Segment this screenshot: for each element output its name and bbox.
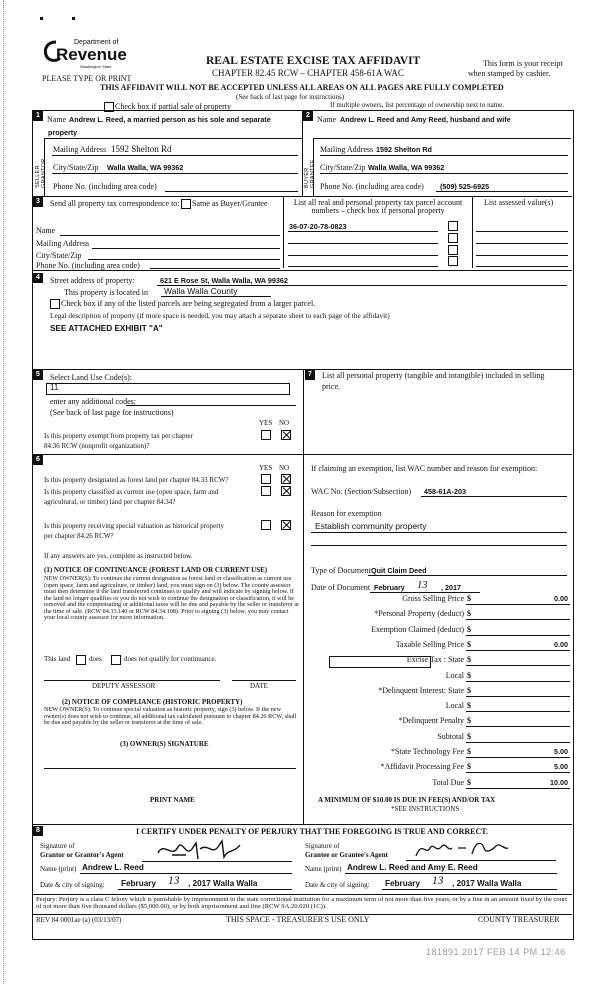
grantee-date-rest: , 2017 Walla Walla — [452, 879, 522, 888]
county-treasurer: COUNTY TREASURER — [478, 915, 560, 924]
fee-currency: $ — [467, 640, 471, 649]
buyer-row-rule — [313, 138, 571, 139]
section-1-bottom — [32, 196, 572, 197]
s5-yes-header: YES — [259, 419, 273, 427]
grantee-sig-label-1: Signature of — [305, 842, 340, 850]
fee-line — [466, 681, 570, 682]
seller-name: Andrew L. Reed, a married person as his sole and separate — [69, 115, 271, 124]
seller-mailing-label: Mailing Address — [53, 145, 107, 154]
fee-label: *Personal Property (deduct) — [374, 609, 464, 618]
doc-type-line — [368, 575, 567, 576]
land-use-code: 11 — [50, 383, 59, 392]
doc-date-label: Date of Document — [311, 583, 371, 592]
section-3-number: 3 — [33, 197, 43, 207]
section-7-mid — [303, 454, 572, 455]
parcel-line-3 — [288, 255, 438, 256]
fee-label: Taxable Selling Price — [395, 640, 464, 649]
street-label: Street address of property: — [50, 276, 135, 285]
legal-description: SEE ATTACHED EXHIBIT "A" — [50, 324, 163, 333]
parcel-header — [286, 199, 470, 216]
section-3-bottom — [32, 270, 572, 271]
grantor-date-line — [118, 889, 292, 890]
legal-label: Legal description of property (if more space is needed, you may attach a separate sheet to each page of the affidavit) — [50, 311, 390, 320]
assessed-header: List assessed value(s) — [484, 198, 554, 207]
fee-line — [466, 711, 570, 712]
doc-date-line — [370, 592, 480, 593]
section-2-number: 2 — [303, 111, 313, 121]
historic-question-2: per chapter 84.26 RCW? — [44, 532, 114, 540]
if-yes-note: If any answers are yes, complete as instructed below. — [44, 552, 193, 560]
fee-currency: $ — [467, 671, 471, 680]
fee-value: 5.00 — [554, 747, 568, 756]
s6-yes-header: YES — [259, 464, 273, 472]
fee-line — [466, 788, 570, 789]
reason-line-2 — [311, 545, 567, 546]
fee-currency: $ — [467, 716, 471, 725]
receipt-note-2: when stamped by cashier. — [468, 69, 551, 78]
fee-line — [466, 726, 570, 727]
does-not-qualify-checkbox[interactable] — [111, 655, 121, 665]
grantor-name: Andrew L. Reed — [82, 863, 144, 872]
divider-1-2 — [302, 110, 303, 196]
this-land-label: This land — [44, 655, 71, 663]
does-not-label: does not qualify for continuance. — [124, 655, 217, 663]
receipt-note-1: This form is your receipt — [483, 59, 563, 68]
assessed-line-3 — [476, 255, 568, 256]
dept-name: Revenue — [56, 45, 127, 64]
fee-currency: $ — [467, 609, 471, 618]
section-1-number: 1 — [33, 111, 43, 121]
fee-line — [466, 619, 570, 620]
seller-mailing-line — [52, 155, 298, 156]
historic-yes-checkbox[interactable] — [261, 520, 271, 530]
parcel-header-2: numbers – check box if personal property — [311, 206, 445, 216]
buyer-mailing-line — [320, 155, 568, 156]
fee-currency: $ — [467, 686, 471, 695]
assessed-line-4 — [476, 266, 568, 267]
warning-line: THIS AFFIDAVIT WILL NOT BE ACCEPTED UNLESS ALL AREAS ON ALL PAGES ARE FULLY COMPLETED — [100, 83, 504, 92]
deputy-assessor-label: DEPUTY ASSESSOR — [92, 682, 156, 690]
current-use-yes-checkbox[interactable] — [261, 486, 271, 496]
land-use-see-back: (See back of last page for instructions) — [50, 408, 174, 417]
fee-value: 10.00 — [550, 778, 568, 787]
exempt-question-1: Is this property exempt from property tax per chapter — [44, 432, 193, 440]
grantee-date-label: Date & city of signing: — [305, 881, 370, 889]
seller-name-continued: property — [48, 128, 78, 137]
correspondence-name-line — [60, 235, 280, 236]
fee-line — [466, 772, 570, 773]
buyer-phone: (509) 525-6925 — [440, 182, 490, 191]
buyer-mailing: 1592 Shelton Rd — [376, 145, 432, 154]
wac-line — [421, 496, 567, 497]
assessed-divider — [472, 196, 473, 268]
deputy-date-line — [232, 680, 296, 681]
doc-date-day: 13 — [417, 580, 428, 591]
exempt-yes-checkbox[interactable] — [261, 430, 271, 440]
correspondence-city-label: City/State/Zip — [36, 251, 82, 260]
grantor-date-label: Date & city of signing: — [40, 881, 105, 889]
doc-date-month: February — [374, 583, 405, 592]
forest-yes-checkbox[interactable] — [261, 474, 271, 484]
seller-side-rule — [44, 138, 45, 196]
rev-number: REV 84 0001ae (a) (03/13/07) — [36, 916, 122, 924]
same-as-buyer-checkbox[interactable] — [181, 199, 191, 209]
section-5-7-divider — [303, 369, 304, 824]
forest-question: Is this property designated as forest land per chapter 84.33 RCW? — [44, 476, 229, 484]
exempt-no-checkbox[interactable] — [281, 430, 291, 440]
fee-label: *Affidavit Processing Fee — [380, 762, 464, 771]
doc-type-value: Quit Claim Deed — [371, 566, 427, 575]
parcel-personal-checkbox-4[interactable] — [448, 256, 458, 266]
reason-value: Establish community property — [315, 521, 427, 531]
partial-sale-label: Check box if partial sale of property — [115, 102, 231, 111]
grantee-sig-label-2: Grantee or Grantee's Agent — [305, 851, 388, 859]
parcel-personal-checkbox-2[interactable] — [448, 233, 458, 243]
owner-signature-title: (3) OWNER(S) SIGNATURE — [120, 740, 209, 748]
seller-side-label: SELLER GRANTOR — [35, 158, 47, 188]
located-line — [161, 296, 271, 297]
fee-label: Gross Selling Price — [402, 594, 464, 603]
grantor-sig-label-1: Signature of — [40, 842, 75, 850]
correspondence-mailing-label: Mailing Address — [36, 239, 90, 248]
fee-currency: $ — [467, 762, 471, 771]
fee-label: Local — [445, 671, 464, 680]
current-use-no-checkbox[interactable] — [281, 486, 291, 496]
please-type: PLEASE TYPE OR PRINT — [42, 74, 132, 83]
wac-label: WAC No. (Section/Subsection) — [311, 487, 412, 496]
grantee-sig-line — [406, 860, 556, 861]
print-name-label: PRINT NAME — [150, 796, 195, 804]
fee-value: 0.00 — [554, 594, 568, 603]
grantor-date-month: February — [121, 879, 157, 888]
parcel-header-1: List all real and personal property tax parcel account — [293, 198, 463, 207]
buyer-mailing-label: Mailing Address — [320, 145, 374, 154]
fee-currency: $ — [467, 747, 471, 756]
does-qualify-checkbox[interactable] — [76, 655, 86, 665]
buyer-phone-line — [436, 191, 568, 192]
forest-no-checkbox[interactable] — [281, 474, 291, 484]
treasurer-use-only: THIS SPACE - TREASURER'S USE ONLY — [226, 915, 370, 924]
buyer-city: Walla Walla, WA 99362 — [368, 163, 445, 172]
section-5-bottom — [32, 454, 303, 455]
notice-continuance-body: NEW OWNER(S): To continue the current designation as forest land or classification as current use (open space, farm and agriculture, or timber) land, you must sign on (3) below. The county assessor must then determine if the land transferred continues to qualify and will indicate by signing below. If the land no longer qualifies or you do not wish to continue the designation or classification, it will be removed and the compensating or additional taxes will be due and payable by the seller or transferor at the time of sale. (RCW 84.33.140 or RCW 84.34.108). Prior to signing (3) below, you may contact your local county assessor for more information. — [44, 575, 299, 621]
punch-mark — [72, 17, 75, 20]
assessed-line-2 — [476, 243, 568, 244]
fee-currency: $ — [467, 778, 471, 787]
seller-mailing: 1592 Shelton Rd — [111, 144, 172, 154]
located-label: This property is located in — [64, 288, 148, 297]
form-subtitle: CHAPTER 82.45 RCW – CHAPTER 458-61A WAC — [212, 68, 404, 78]
s5-no-header: NO — [279, 419, 290, 427]
s6-no-header: NO — [279, 464, 290, 472]
personal-property-label-2: price. — [322, 382, 340, 391]
buyer-name-label: Name — [317, 115, 337, 124]
fee-line — [466, 742, 570, 743]
notice-compliance-body: NEW OWNER(S): To continue special valuation as historic property, sign (3) below. If the new owner(s) does not wish to continue, all additional tax calculated pursuant to chapter 84.26 RCW, shall be due and payable by the seller or transferor at the time of sale. — [44, 706, 297, 726]
current-use-question-2: agricultural, or timber) land per chapter 84.34? — [44, 498, 176, 506]
grantee-date-day: 13 — [432, 875, 444, 887]
fee-line — [466, 665, 570, 666]
notice-compliance-title: (2) NOTICE OF COMPLIANCE (HISTORIC PROPERTY) — [62, 698, 243, 706]
grantee-name: Andrew L. Reed and Amy E. Reed — [347, 863, 478, 872]
grantor-sig-label-2: Grantor or Grantor's Agent — [40, 851, 124, 859]
grantee-date-line — [382, 889, 557, 890]
parcel-1: 36-07-20-78-0823 — [289, 222, 347, 231]
historic-question-1: Is this property receiving special valuation as historical property — [44, 522, 225, 530]
street-address: 621 E Rose St, Walla Walla, WA 99362 — [160, 276, 288, 285]
section-8-bottom — [32, 894, 572, 895]
parcel-personal-checkbox-1[interactable] — [448, 221, 458, 231]
grantor-date-day: 13 — [168, 875, 180, 887]
correspondence-phone-line — [150, 268, 280, 269]
certify-statement: I CERTIFY UNDER PENALTY OF PERJURY THAT THE FOREGOING IS TRUE AND CORRECT. — [136, 827, 489, 836]
fee-label: Excise Tax : State — [406, 655, 464, 664]
land-use-label: Select Land Use Code(s): — [50, 373, 132, 382]
fee-line — [466, 604, 570, 605]
fee-currency: $ — [467, 732, 471, 741]
seller-city-line — [52, 173, 298, 174]
perjury-statement: Perjury: Perjury is a class C felony which is punishable by imprisonment in the state correctional institution for a maximum term of not more than five years, or by a fine in an amount fixed by the court of not more than five thousand dollars ($5,000.00), or by both imprisonment and fine (RCW 9A.20.020 (1C)). — [36, 896, 568, 910]
doc-type-label: Type of Document — [311, 566, 371, 575]
parcel-line-4 — [288, 266, 438, 267]
fee-label: *State Technology Fee — [390, 747, 464, 756]
send-correspondence-label: Send all property tax correspondence to: — [50, 199, 180, 208]
personal-property-label-1: List all personal property (tangible and intangible) included in selling — [322, 371, 545, 380]
grantor-name-label: Name (print) — [40, 865, 77, 873]
assessed-line-1 — [476, 231, 568, 232]
fee-currency: $ — [467, 701, 471, 710]
grantee-date-month: February — [385, 879, 421, 888]
buyer-phone-label: Phone No. (including area code) — [320, 182, 424, 191]
fee-currency: $ — [467, 655, 471, 664]
form-title: REAL ESTATE EXCISE TAX AFFIDAVIT — [206, 55, 421, 67]
parcel-line-1 — [288, 231, 438, 232]
seller-phone-line — [165, 191, 298, 192]
see-back-note: (See back of last page for instructions) — [236, 93, 345, 101]
buyer-city-label: City/State/Zip — [320, 163, 366, 172]
fee-value: 0.00 — [554, 640, 568, 649]
segregated-checkbox[interactable] — [50, 299, 60, 309]
grantor-sig-line — [142, 861, 292, 862]
section-5-number: 5 — [33, 370, 43, 380]
section-4-bottom — [32, 369, 572, 370]
grantor-signature — [152, 835, 252, 863]
grantee-name-line — [345, 873, 557, 874]
grantee-name-label: Name (print) — [305, 865, 342, 873]
see-instructions-note: *SEE INSTRUCTIONS — [391, 805, 460, 813]
segregated-label: Check box if any of the listed parcels are being segregated from a larger parcel. — [61, 299, 316, 308]
fee-line — [466, 757, 570, 758]
buyer-name: Andrew L. Reed and Amy Reed, husband and wife — [340, 115, 511, 124]
owner-signature-line — [44, 768, 296, 769]
same-as-buyer-label: Same as Buyer/Grantee — [192, 199, 268, 208]
buyer-side-rule — [313, 138, 314, 196]
buyer-city-line — [320, 173, 568, 174]
land-use-code-input[interactable] — [46, 383, 290, 395]
fee-line — [466, 650, 570, 651]
seller-phone-label: Phone No. (including area code) — [53, 182, 157, 191]
fee-currency: $ — [467, 594, 471, 603]
fee-line — [466, 635, 570, 636]
grantor-date-rest: , 2017 Walla Walla — [188, 879, 258, 888]
fee-label: Local — [445, 701, 464, 710]
notice-continuance-title: (1) NOTICE OF CONTINUANCE (FOREST LAND OR CURRENT USE) — [44, 566, 268, 574]
dept-line1: Department of — [74, 39, 119, 46]
fee-label: Subtotal — [437, 732, 464, 741]
seller-row-rule — [44, 138, 302, 139]
historic-no-checkbox[interactable] — [281, 520, 291, 530]
fee-label: Exemption Claimed (deduct) — [371, 625, 464, 634]
parcel-line-2 — [288, 243, 438, 244]
fee-line — [466, 696, 570, 697]
exemption-label: If claiming an exemption, list WAC number and reason for exemption: — [311, 464, 538, 473]
fee-value: 5.00 — [554, 762, 568, 771]
located-county: Walla Walla County — [164, 286, 238, 296]
reason-line-1 — [311, 532, 567, 533]
deputy-date-label: DATE — [250, 682, 268, 690]
grantor-name-line — [80, 873, 292, 874]
exempt-question-2: 84.36 RCW (nonprofit organization)? — [44, 442, 150, 450]
additional-codes-label: enter any additional codes: — [50, 397, 136, 406]
deputy-line — [44, 680, 220, 681]
doc-date-year: , 2017 — [441, 583, 461, 592]
recording-stamp: 181891 2017 FEB 14 PM 12:46 — [426, 947, 566, 957]
wac-number: 458-61A-203 — [424, 487, 466, 496]
correspondence-mailing-line — [92, 248, 280, 249]
dept-tag: Washington State — [80, 64, 112, 69]
reason-label: Reason for exemption — [311, 509, 382, 518]
minimum-due-note: A MINIMUM OF $10.00 IS DUE IN FEE(S) AND/OR TAX — [318, 796, 496, 804]
additional-codes-line — [126, 405, 296, 406]
seller-name-label: Name — [47, 115, 67, 124]
section-6-number: 6 — [33, 455, 43, 465]
does-label: does — [89, 655, 102, 663]
current-use-question-1: Is this property classified as current use (open space, farm and — [44, 488, 219, 496]
correspondence-name-label: Name — [36, 226, 56, 235]
buyer-side-label: BUYER GRANTEE — [304, 159, 316, 188]
section-3-divider — [283, 196, 284, 268]
parcel-personal-checkbox-3[interactable] — [448, 245, 458, 255]
section-8-number: 8 — [33, 826, 43, 836]
fee-label: *Delinquent Interest: State — [378, 686, 464, 695]
correspondence-city-line — [88, 259, 280, 260]
correspondence-phone-label: Phone No. (including area code) — [36, 261, 140, 270]
seller-city: Walla Walla, WA 99362 — [107, 163, 184, 172]
left-edge-line — [3, 0, 4, 984]
section-6-7-bottom — [32, 824, 572, 825]
fee-label: *Delinquent Penalty — [398, 716, 464, 725]
revenue-logo — [42, 37, 132, 75]
section-4-number: 4 — [33, 273, 43, 283]
fee-currency: $ — [467, 625, 471, 634]
section-7-number: 7 — [305, 370, 315, 380]
fee-label: Total Due — [432, 778, 464, 787]
grantee-signature — [412, 836, 512, 860]
seller-city-label: City/State/Zip — [53, 163, 99, 172]
punch-mark — [40, 17, 43, 20]
multiple-owners-note: If multiple owners, list percentage of ownership next to name. — [330, 101, 504, 109]
